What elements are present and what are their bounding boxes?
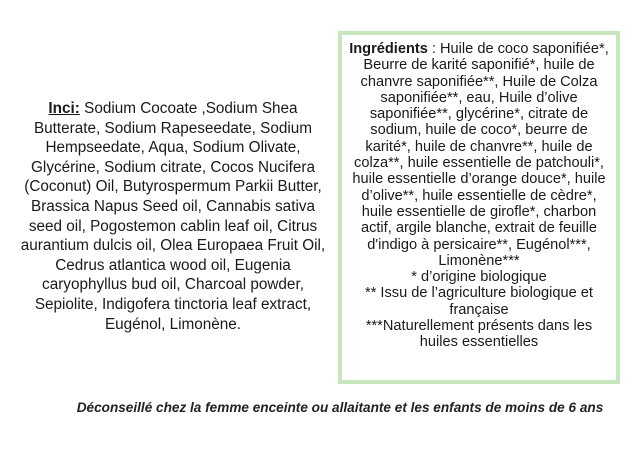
ingredients-box <box>338 31 620 384</box>
note-agriculture: ** Issu de l’agriculture biologique et française <box>365 285 593 318</box>
note-natural: ***Naturellement présents dans les huiles essentielles <box>365 318 593 351</box>
ingredients-label: Ingrédients <box>349 41 428 57</box>
inci-label: Inci: <box>48 100 80 117</box>
ingredients-paragraph <box>348 41 610 269</box>
pregnancy-warning: Déconseillé chez la femme enceinte ou allaitante et les enfants de moins de 6 ans <box>76 400 604 415</box>
ingredients-text: : Huile de coco saponifiée*, Beurre de karité saponifié*, huile de chanvre saponifiée**, Huile de Colza saponifiée**, eau, Huile d’olive saponifiée**, glycérine*, citrate de sodium, huile de coco*, beurre de karité*, huile de chanvre**, huile de colza**, huile essentielle de patchouli*, huile essentielle d’orange douce*, huile d’olive**, huile essentielle de cèdre*, huile essentielle de girofle*, charbon actif, argile blanche, extrait de feuille d'indigo à persicaire**, Eugénol***, Limonène*** <box>352 41 609 269</box>
ingredients-notes <box>348 269 610 350</box>
inci-section <box>14 99 332 334</box>
inci-text: Sodium Cocoate ,Sodium Shea Butterate, Sodium Rapeseedate, Sodium Hempseedate, Aqua, Sodium Olivate, Glycérine, Sodium citrate, Cocos Nucifera (Coconut) Oil, Butyrospermum Parkii Butter, Brassica Napus Seed oil, Cannabis sativa seed oil, Pogostemon cablin leaf oil, Citrus aurantium dulcis oil, Olea Europaea Fruit Oil, Cedrus atlantica wood oil, Eugenia caryophyllus bud oil, Charcoal powder, Sepiolite, Indigofera tinctoria leaf extract, Eugénol, Limonène. <box>20 100 326 333</box>
note-organic: * d’origine biologique <box>411 269 547 286</box>
